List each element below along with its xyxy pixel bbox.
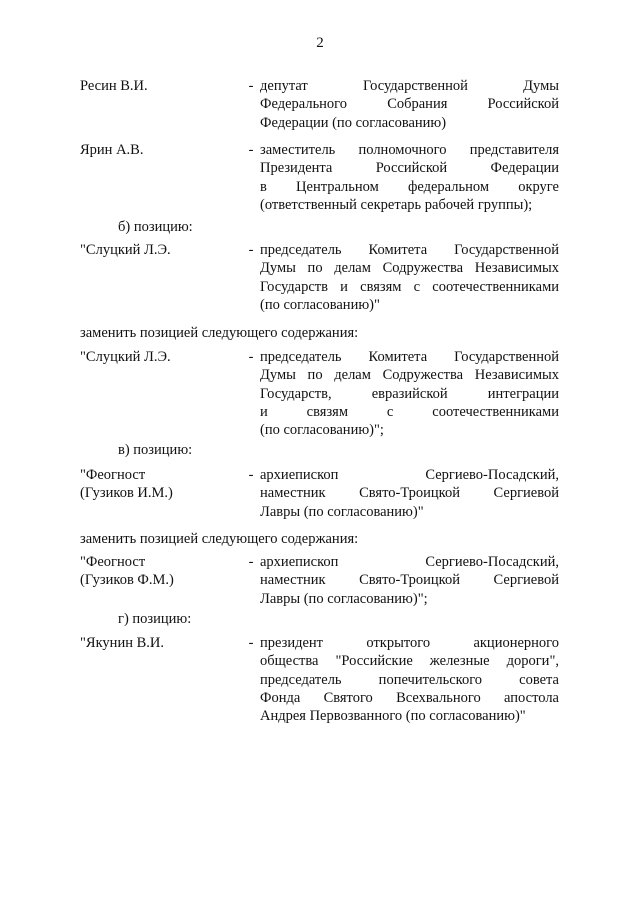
entry-name: Ресин В.И. xyxy=(80,78,148,94)
entry-description: депутат Государственной Думы Федерального Собрания Российской Федерации (по согласованию) xyxy=(260,78,559,131)
subitem-v: в) позицию: xyxy=(118,442,193,458)
entry-description: председатель Комитета Государственной Думы по делам Содружества Независимых Государств, евразийской интеграции и связям с соотечественниками (по согласованию)"; xyxy=(260,349,559,439)
entry-dash: - xyxy=(248,349,254,365)
subitem-b: б) позицию: xyxy=(118,219,193,235)
entry-name: "Якунин В.И. xyxy=(80,635,164,651)
entry-name: "Феогност (Гузиков Ф.М.) xyxy=(80,554,174,589)
entry-dash: - xyxy=(248,78,254,94)
entry-name: "Слуцкий Л.Э. xyxy=(80,242,171,258)
entry-description: архиепископ Сергиево-Посадский, наместник Свято-Троицкой Сергиевой Лавры (по согласованию)"; xyxy=(260,554,559,607)
entry-name: "Феогност (Гузиков И.М.) xyxy=(80,467,173,502)
entry-dash: - xyxy=(248,242,254,258)
entry-dash: - xyxy=(248,554,254,570)
entry-description: президент открытого акционерного общества "Российские железные дороги", председатель попечительского совета Фонда Святого Всехвального апостола Андрея Первозванного (по согласованию)" xyxy=(260,635,559,725)
entry-description: председатель Комитета Государственной Думы по делам Содружества Независимых Государств и связям с соотечественниками (по согласованию)" xyxy=(260,242,559,313)
entry-dash: - xyxy=(248,142,254,158)
replace-instruction: заменить позицией следующего содержания: xyxy=(80,531,359,547)
entry-description: архиепископ Сергиево-Посадский, наместник Свято-Троицкой Сергиевой Лавры (по согласованию)" xyxy=(260,467,559,520)
subitem-g: г) позицию: xyxy=(118,611,192,627)
entry-dash: - xyxy=(248,467,254,483)
entry-name: "Слуцкий Л.Э. xyxy=(80,349,171,365)
page-number: 2 xyxy=(316,35,324,51)
entry-name: Ярин А.В. xyxy=(80,142,144,158)
entry-description: заместитель полномочного представителя Президента Российской Федерации в Центральном федеральном округе (ответственный секретарь рабочей группы); xyxy=(260,142,559,213)
replace-instruction: заменить позицией следующего содержания: xyxy=(80,325,359,341)
entry-dash: - xyxy=(248,635,254,651)
